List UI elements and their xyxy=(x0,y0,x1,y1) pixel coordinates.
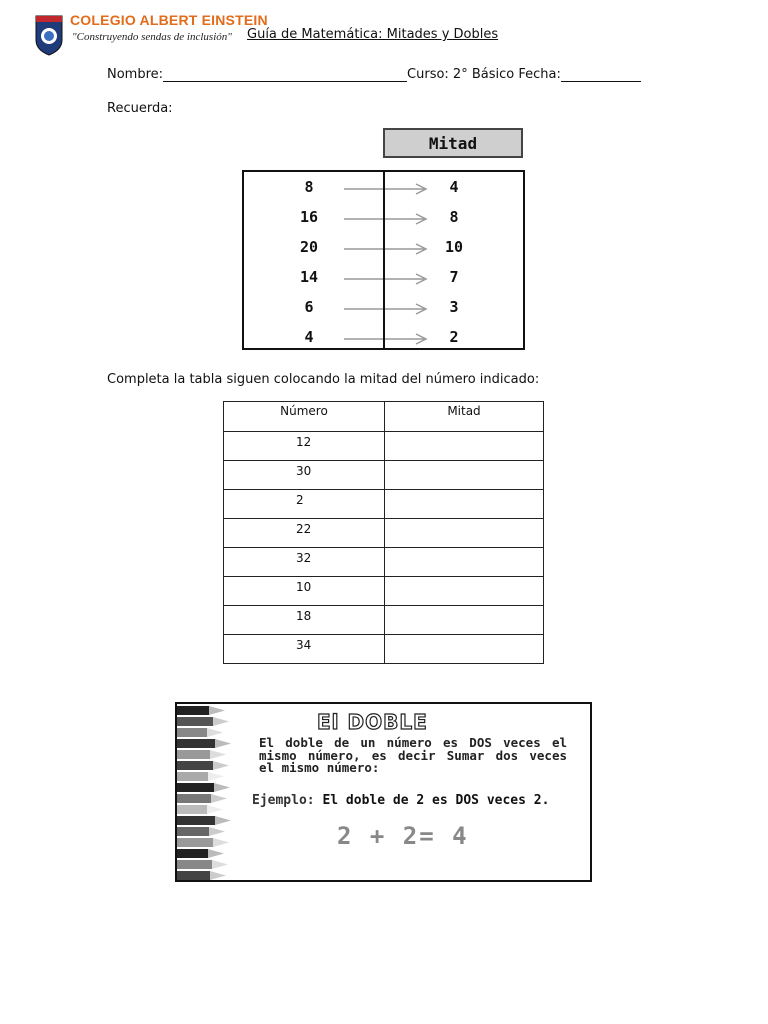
answer-cell[interactable] xyxy=(385,548,544,577)
arrow-right-icon xyxy=(344,333,429,345)
arrow-right-icon xyxy=(344,243,429,255)
pair-number: 4 xyxy=(304,328,314,346)
school-name: COLEGIO ALBERT EINSTEIN xyxy=(70,12,268,28)
doble-example xyxy=(252,794,582,808)
mitad-pair-row xyxy=(244,178,527,208)
arrow-right-icon xyxy=(344,183,429,195)
table-row xyxy=(224,606,544,635)
doble-title: El DOBLE xyxy=(317,710,428,734)
arrow-right-icon xyxy=(344,303,429,315)
number-cell: 34 xyxy=(224,635,385,664)
mitad-pair-row xyxy=(244,328,527,358)
example-label: Ejemplo: xyxy=(252,793,315,808)
recuerda-label: Recuerda: xyxy=(107,101,173,116)
answer-cell[interactable] xyxy=(385,635,544,664)
pair-half: 4 xyxy=(449,178,459,196)
doble-definition: El doble de un número es DOS veces el mismo número, es decir Sumar dos veces el mismo número: xyxy=(259,735,567,775)
number-cell: 22 xyxy=(224,519,385,548)
number-cell: 12 xyxy=(224,432,385,461)
number-cell: 10 xyxy=(224,577,385,606)
doble-equation: 2 + 2= 4 xyxy=(337,822,469,850)
pair-half: 10 xyxy=(444,238,464,256)
document-title: Guía de Matemática: Mitades y Dobles xyxy=(247,27,499,42)
pair-number: 20 xyxy=(299,238,319,256)
pencils-border-icon xyxy=(177,704,247,882)
answer-cell[interactable] xyxy=(385,519,544,548)
mitad-label: Mitad xyxy=(383,128,523,158)
pair-half: 7 xyxy=(449,268,459,286)
table-row xyxy=(224,519,544,548)
mitad-pair-row xyxy=(244,268,527,298)
pair-half: 2 xyxy=(449,328,459,346)
arrow-right-icon xyxy=(344,273,429,285)
example-text: El doble de 2 es DOS veces 2. xyxy=(322,793,550,808)
answer-cell[interactable] xyxy=(385,461,544,490)
number-cell: 32 xyxy=(224,548,385,577)
mitad-worksheet-table xyxy=(223,401,544,664)
fecha-blank[interactable] xyxy=(561,67,641,82)
answer-cell[interactable] xyxy=(385,577,544,606)
table-row xyxy=(224,577,544,606)
nombre-label: Nombre: xyxy=(107,67,164,82)
header-numero: Número xyxy=(224,402,385,432)
header-mitad: Mitad xyxy=(385,402,544,432)
arrow-right-icon xyxy=(344,213,429,225)
answer-cell[interactable] xyxy=(385,606,544,635)
table-row xyxy=(224,432,544,461)
pair-half: 3 xyxy=(449,298,459,316)
answer-cell[interactable] xyxy=(385,432,544,461)
table-header-row xyxy=(224,402,544,432)
pair-half: 8 xyxy=(449,208,459,226)
table-row xyxy=(224,548,544,577)
number-cell: 2 xyxy=(224,490,385,519)
number-cell: 30 xyxy=(224,461,385,490)
school-logo-icon xyxy=(34,14,64,56)
mitad-divider xyxy=(383,170,385,350)
instruction-text: Completa la tabla siguen colocando la mitad del número indicado: xyxy=(107,372,540,387)
number-cell: 18 xyxy=(224,606,385,635)
pair-number: 8 xyxy=(304,178,314,196)
table-row xyxy=(224,635,544,664)
curso-fecha-label: Curso: 2° Básico Fecha: xyxy=(407,67,561,82)
pair-number: 16 xyxy=(299,208,319,226)
mitad-pair-row xyxy=(244,238,527,268)
student-info-line xyxy=(107,67,641,82)
table-row xyxy=(224,490,544,519)
mitad-pair-row xyxy=(244,208,527,238)
school-motto: "Construyendo sendas de inclusión" xyxy=(72,31,232,43)
mitad-pair-row xyxy=(244,298,527,328)
pair-number: 6 xyxy=(304,298,314,316)
answer-cell[interactable] xyxy=(385,490,544,519)
table-row xyxy=(224,461,544,490)
doble-info-card xyxy=(175,702,592,882)
nombre-blank[interactable] xyxy=(163,67,407,82)
pair-number: 14 xyxy=(299,268,319,286)
